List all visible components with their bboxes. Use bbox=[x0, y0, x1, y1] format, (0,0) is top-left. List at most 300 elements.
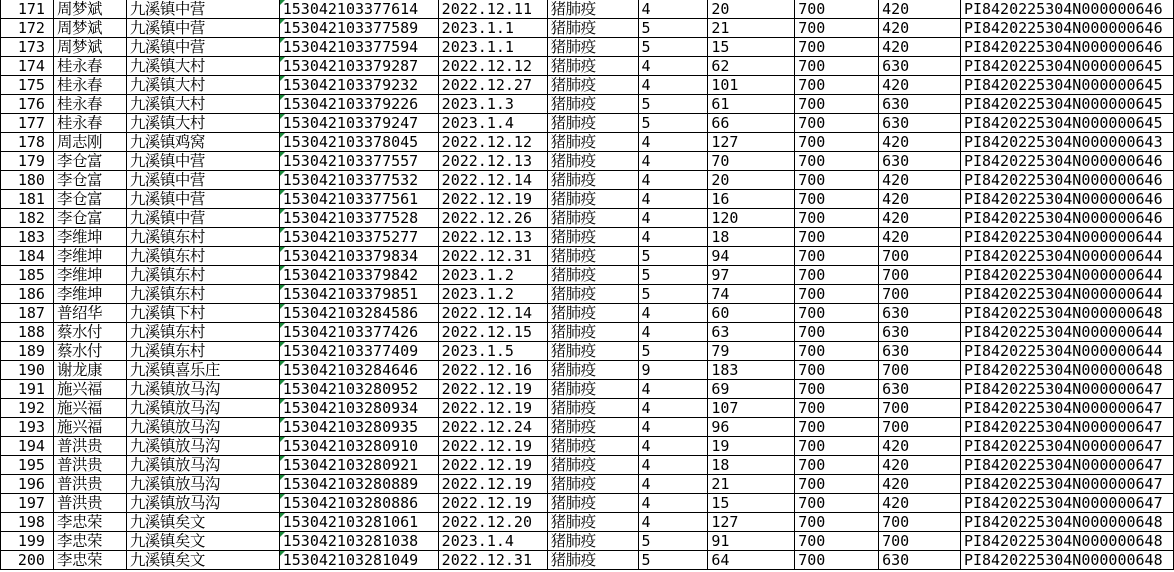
ear-tag-cell[interactable]: 153042103280935 bbox=[279, 418, 438, 437]
location-cell[interactable]: 九溪镇东村 bbox=[126, 266, 279, 285]
certificate-cell[interactable]: PI8420225304N000000645 bbox=[960, 76, 1173, 95]
row-number-cell[interactable]: 182 bbox=[1, 209, 54, 228]
quantity-cell[interactable]: 70 bbox=[708, 152, 795, 171]
disease-cell[interactable]: 猪肺疫 bbox=[547, 380, 638, 399]
row-number-cell[interactable]: 188 bbox=[1, 323, 54, 342]
count-cell[interactable]: 4 bbox=[638, 399, 708, 418]
count-cell[interactable]: 4 bbox=[638, 209, 708, 228]
date-cell[interactable]: 2022.12.19 bbox=[438, 380, 547, 399]
date-cell[interactable]: 2022.12.19 bbox=[438, 475, 547, 494]
row-number-cell[interactable]: 192 bbox=[1, 399, 54, 418]
certificate-cell[interactable]: PI8420225304N000000648 bbox=[960, 361, 1173, 380]
amount-cell[interactable]: 420 bbox=[879, 475, 961, 494]
ear-tag-cell[interactable]: 153042103379226 bbox=[279, 95, 438, 114]
amount-cell[interactable]: 420 bbox=[879, 228, 961, 247]
certificate-cell[interactable]: PI8420225304N000000646 bbox=[960, 38, 1173, 57]
amount-cell[interactable]: 420 bbox=[879, 133, 961, 152]
date-cell[interactable]: 2022.12.31 bbox=[438, 247, 547, 266]
disease-cell[interactable]: 猪肺疫 bbox=[547, 456, 638, 475]
ear-tag-cell[interactable]: 153042103280952 bbox=[279, 380, 438, 399]
row-number-cell[interactable]: 180 bbox=[1, 171, 54, 190]
owner-name-cell[interactable]: 李仓富 bbox=[53, 209, 126, 228]
row-number-cell[interactable]: 193 bbox=[1, 418, 54, 437]
row-number-cell[interactable]: 186 bbox=[1, 285, 54, 304]
ear-tag-cell[interactable]: 153042103280889 bbox=[279, 475, 438, 494]
count-cell[interactable]: 4 bbox=[638, 513, 708, 532]
certificate-cell[interactable]: PI8420225304N000000644 bbox=[960, 285, 1173, 304]
count-cell[interactable]: 5 bbox=[638, 114, 708, 133]
price-cell[interactable]: 700 bbox=[795, 133, 879, 152]
certificate-cell[interactable]: PI8420225304N000000647 bbox=[960, 418, 1173, 437]
location-cell[interactable]: 九溪镇东村 bbox=[126, 247, 279, 266]
location-cell[interactable]: 九溪镇矣文 bbox=[126, 513, 279, 532]
row-number-cell[interactable]: 178 bbox=[1, 133, 54, 152]
price-cell[interactable]: 700 bbox=[795, 475, 879, 494]
owner-name-cell[interactable]: 李仓富 bbox=[53, 190, 126, 209]
location-cell[interactable]: 九溪镇东村 bbox=[126, 228, 279, 247]
location-cell[interactable]: 九溪镇矣文 bbox=[126, 551, 279, 570]
count-cell[interactable]: 4 bbox=[638, 380, 708, 399]
row-number-cell[interactable]: 184 bbox=[1, 247, 54, 266]
location-cell[interactable]: 九溪镇大村 bbox=[126, 76, 279, 95]
owner-name-cell[interactable]: 李仓富 bbox=[53, 152, 126, 171]
location-cell[interactable]: 九溪镇中营 bbox=[126, 38, 279, 57]
ear-tag-cell[interactable]: 153042103377557 bbox=[279, 152, 438, 171]
price-cell[interactable]: 700 bbox=[795, 304, 879, 323]
count-cell[interactable]: 5 bbox=[638, 19, 708, 38]
owner-name-cell[interactable]: 桂永春 bbox=[53, 57, 126, 76]
date-cell[interactable]: 2023.1.1 bbox=[438, 38, 547, 57]
certificate-cell[interactable]: PI8420225304N000000647 bbox=[960, 437, 1173, 456]
count-cell[interactable]: 5 bbox=[638, 551, 708, 570]
date-cell[interactable]: 2022.12.13 bbox=[438, 228, 547, 247]
amount-cell[interactable]: 700 bbox=[879, 247, 961, 266]
ear-tag-cell[interactable]: 153042103284586 bbox=[279, 304, 438, 323]
ear-tag-cell[interactable]: 153042103280886 bbox=[279, 494, 438, 513]
date-cell[interactable]: 2023.1.1 bbox=[438, 19, 547, 38]
price-cell[interactable]: 700 bbox=[795, 361, 879, 380]
quantity-cell[interactable]: 21 bbox=[708, 475, 795, 494]
owner-name-cell[interactable]: 李维坤 bbox=[53, 266, 126, 285]
price-cell[interactable]: 700 bbox=[795, 76, 879, 95]
disease-cell[interactable]: 猪肺疫 bbox=[547, 247, 638, 266]
amount-cell[interactable]: 630 bbox=[879, 114, 961, 133]
amount-cell[interactable]: 700 bbox=[879, 513, 961, 532]
ear-tag-cell[interactable]: 153042103378045 bbox=[279, 133, 438, 152]
location-cell[interactable]: 九溪镇喜乐庄 bbox=[126, 361, 279, 380]
location-cell[interactable]: 九溪镇放马沟 bbox=[126, 437, 279, 456]
count-cell[interactable]: 4 bbox=[638, 437, 708, 456]
owner-name-cell[interactable]: 周梦斌 bbox=[53, 19, 126, 38]
quantity-cell[interactable]: 97 bbox=[708, 266, 795, 285]
row-number-cell[interactable]: 191 bbox=[1, 380, 54, 399]
certificate-cell[interactable]: PI8420225304N000000646 bbox=[960, 171, 1173, 190]
count-cell[interactable]: 5 bbox=[638, 285, 708, 304]
location-cell[interactable]: 九溪镇中营 bbox=[126, 0, 279, 19]
location-cell[interactable]: 九溪镇中营 bbox=[126, 152, 279, 171]
quantity-cell[interactable]: 74 bbox=[708, 285, 795, 304]
disease-cell[interactable]: 猪肺疫 bbox=[547, 323, 638, 342]
quantity-cell[interactable]: 127 bbox=[708, 513, 795, 532]
disease-cell[interactable]: 猪肺疫 bbox=[547, 437, 638, 456]
location-cell[interactable]: 九溪镇大村 bbox=[126, 95, 279, 114]
certificate-cell[interactable]: PI8420225304N000000648 bbox=[960, 551, 1173, 570]
quantity-cell[interactable]: 127 bbox=[708, 133, 795, 152]
owner-name-cell[interactable]: 普洪贵 bbox=[53, 494, 126, 513]
ear-tag-cell[interactable]: 153042103377532 bbox=[279, 171, 438, 190]
price-cell[interactable]: 700 bbox=[795, 114, 879, 133]
quantity-cell[interactable]: 60 bbox=[708, 304, 795, 323]
certificate-cell[interactable]: PI8420225304N000000644 bbox=[960, 323, 1173, 342]
price-cell[interactable]: 700 bbox=[795, 95, 879, 114]
disease-cell[interactable]: 猪肺疫 bbox=[547, 361, 638, 380]
location-cell[interactable]: 九溪镇放马沟 bbox=[126, 456, 279, 475]
price-cell[interactable]: 700 bbox=[795, 152, 879, 171]
quantity-cell[interactable]: 21 bbox=[708, 19, 795, 38]
amount-cell[interactable]: 420 bbox=[879, 209, 961, 228]
amount-cell[interactable]: 420 bbox=[879, 38, 961, 57]
price-cell[interactable]: 700 bbox=[795, 513, 879, 532]
disease-cell[interactable]: 猪肺疫 bbox=[547, 475, 638, 494]
quantity-cell[interactable]: 69 bbox=[708, 380, 795, 399]
amount-cell[interactable]: 630 bbox=[879, 95, 961, 114]
quantity-cell[interactable]: 18 bbox=[708, 456, 795, 475]
disease-cell[interactable]: 猪肺疫 bbox=[547, 114, 638, 133]
location-cell[interactable]: 九溪镇中营 bbox=[126, 19, 279, 38]
ear-tag-cell[interactable]: 153042103280921 bbox=[279, 456, 438, 475]
quantity-cell[interactable]: 101 bbox=[708, 76, 795, 95]
disease-cell[interactable]: 猪肺疫 bbox=[547, 95, 638, 114]
ear-tag-cell[interactable]: 153042103377614 bbox=[279, 0, 438, 19]
price-cell[interactable]: 700 bbox=[795, 247, 879, 266]
location-cell[interactable]: 九溪镇放马沟 bbox=[126, 494, 279, 513]
date-cell[interactable]: 2023.1.4 bbox=[438, 114, 547, 133]
amount-cell[interactable]: 630 bbox=[879, 342, 961, 361]
count-cell[interactable]: 5 bbox=[638, 38, 708, 57]
location-cell[interactable]: 九溪镇大村 bbox=[126, 57, 279, 76]
location-cell[interactable]: 九溪镇鸡窝 bbox=[126, 133, 279, 152]
location-cell[interactable]: 九溪镇放马沟 bbox=[126, 418, 279, 437]
date-cell[interactable]: 2023.1.2 bbox=[438, 285, 547, 304]
price-cell[interactable]: 700 bbox=[795, 57, 879, 76]
amount-cell[interactable]: 700 bbox=[879, 285, 961, 304]
price-cell[interactable]: 700 bbox=[795, 380, 879, 399]
location-cell[interactable]: 九溪镇中营 bbox=[126, 190, 279, 209]
date-cell[interactable]: 2022.12.20 bbox=[438, 513, 547, 532]
certificate-cell[interactable]: PI8420225304N000000643 bbox=[960, 133, 1173, 152]
amount-cell[interactable]: 700 bbox=[879, 532, 961, 551]
quantity-cell[interactable]: 79 bbox=[708, 342, 795, 361]
owner-name-cell[interactable]: 周志刚 bbox=[53, 133, 126, 152]
amount-cell[interactable]: 420 bbox=[879, 171, 961, 190]
row-number-cell[interactable]: 199 bbox=[1, 532, 54, 551]
owner-name-cell[interactable]: 李维坤 bbox=[53, 247, 126, 266]
certificate-cell[interactable]: PI8420225304N000000644 bbox=[960, 247, 1173, 266]
amount-cell[interactable]: 700 bbox=[879, 399, 961, 418]
row-number-cell[interactable]: 174 bbox=[1, 57, 54, 76]
price-cell[interactable]: 700 bbox=[795, 342, 879, 361]
date-cell[interactable]: 2022.12.15 bbox=[438, 323, 547, 342]
quantity-cell[interactable]: 20 bbox=[708, 0, 795, 19]
disease-cell[interactable]: 猪肺疫 bbox=[547, 342, 638, 361]
certificate-cell[interactable]: PI8420225304N000000647 bbox=[960, 475, 1173, 494]
date-cell[interactable]: 2022.12.19 bbox=[438, 456, 547, 475]
count-cell[interactable]: 4 bbox=[638, 133, 708, 152]
quantity-cell[interactable]: 16 bbox=[708, 190, 795, 209]
disease-cell[interactable]: 猪肺疫 bbox=[547, 266, 638, 285]
count-cell[interactable]: 4 bbox=[638, 171, 708, 190]
owner-name-cell[interactable]: 桂永春 bbox=[53, 76, 126, 95]
ear-tag-cell[interactable]: 153042103377594 bbox=[279, 38, 438, 57]
amount-cell[interactable]: 630 bbox=[879, 304, 961, 323]
certificate-cell[interactable]: PI8420225304N000000644 bbox=[960, 228, 1173, 247]
amount-cell[interactable]: 700 bbox=[879, 266, 961, 285]
row-number-cell[interactable]: 195 bbox=[1, 456, 54, 475]
row-number-cell[interactable]: 176 bbox=[1, 95, 54, 114]
price-cell[interactable]: 700 bbox=[795, 19, 879, 38]
date-cell[interactable]: 2022.12.11 bbox=[438, 0, 547, 19]
price-cell[interactable]: 700 bbox=[795, 209, 879, 228]
price-cell[interactable]: 700 bbox=[795, 437, 879, 456]
owner-name-cell[interactable]: 李维坤 bbox=[53, 285, 126, 304]
quantity-cell[interactable]: 120 bbox=[708, 209, 795, 228]
owner-name-cell[interactable]: 李忠荣 bbox=[53, 532, 126, 551]
certificate-cell[interactable]: PI8420225304N000000646 bbox=[960, 190, 1173, 209]
certificate-cell[interactable]: PI8420225304N000000646 bbox=[960, 209, 1173, 228]
row-number-cell[interactable]: 200 bbox=[1, 551, 54, 570]
ear-tag-cell[interactable]: 153042103281049 bbox=[279, 551, 438, 570]
amount-cell[interactable]: 420 bbox=[879, 494, 961, 513]
date-cell[interactable]: 2022.12.27 bbox=[438, 76, 547, 95]
quantity-cell[interactable]: 91 bbox=[708, 532, 795, 551]
date-cell[interactable]: 2022.12.19 bbox=[438, 494, 547, 513]
certificate-cell[interactable]: PI8420225304N000000648 bbox=[960, 513, 1173, 532]
quantity-cell[interactable]: 64 bbox=[708, 551, 795, 570]
ear-tag-cell[interactable]: 153042103280934 bbox=[279, 399, 438, 418]
date-cell[interactable]: 2022.12.19 bbox=[438, 437, 547, 456]
ear-tag-cell[interactable]: 153042103379287 bbox=[279, 57, 438, 76]
owner-name-cell[interactable]: 普洪贵 bbox=[53, 437, 126, 456]
owner-name-cell[interactable]: 周梦斌 bbox=[53, 0, 126, 19]
ear-tag-cell[interactable]: 153042103280910 bbox=[279, 437, 438, 456]
date-cell[interactable]: 2022.12.12 bbox=[438, 133, 547, 152]
count-cell[interactable]: 4 bbox=[638, 152, 708, 171]
disease-cell[interactable]: 猪肺疫 bbox=[547, 38, 638, 57]
date-cell[interactable]: 2022.12.24 bbox=[438, 418, 547, 437]
count-cell[interactable]: 5 bbox=[638, 342, 708, 361]
amount-cell[interactable]: 420 bbox=[879, 456, 961, 475]
ear-tag-cell[interactable]: 153042103377426 bbox=[279, 323, 438, 342]
disease-cell[interactable]: 猪肺疫 bbox=[547, 494, 638, 513]
owner-name-cell[interactable]: 普洪贵 bbox=[53, 475, 126, 494]
count-cell[interactable]: 4 bbox=[638, 494, 708, 513]
disease-cell[interactable]: 猪肺疫 bbox=[547, 0, 638, 19]
date-cell[interactable]: 2022.12.14 bbox=[438, 304, 547, 323]
amount-cell[interactable]: 630 bbox=[879, 323, 961, 342]
date-cell[interactable]: 2022.12.19 bbox=[438, 190, 547, 209]
price-cell[interactable]: 700 bbox=[795, 38, 879, 57]
row-number-cell[interactable]: 185 bbox=[1, 266, 54, 285]
disease-cell[interactable]: 猪肺疫 bbox=[547, 171, 638, 190]
location-cell[interactable]: 九溪镇东村 bbox=[126, 342, 279, 361]
certificate-cell[interactable]: PI8420225304N000000648 bbox=[960, 304, 1173, 323]
price-cell[interactable]: 700 bbox=[795, 190, 879, 209]
disease-cell[interactable]: 猪肺疫 bbox=[547, 513, 638, 532]
amount-cell[interactable]: 420 bbox=[879, 19, 961, 38]
ear-tag-cell[interactable]: 153042103379247 bbox=[279, 114, 438, 133]
ear-tag-cell[interactable]: 153042103281038 bbox=[279, 532, 438, 551]
owner-name-cell[interactable]: 李维坤 bbox=[53, 228, 126, 247]
quantity-cell[interactable]: 66 bbox=[708, 114, 795, 133]
count-cell[interactable]: 5 bbox=[638, 532, 708, 551]
price-cell[interactable]: 700 bbox=[795, 418, 879, 437]
count-cell[interactable]: 4 bbox=[638, 475, 708, 494]
date-cell[interactable]: 2022.12.14 bbox=[438, 171, 547, 190]
date-cell[interactable]: 2023.1.2 bbox=[438, 266, 547, 285]
disease-cell[interactable]: 猪肺疫 bbox=[547, 304, 638, 323]
disease-cell[interactable]: 猪肺疫 bbox=[547, 133, 638, 152]
location-cell[interactable]: 九溪镇东村 bbox=[126, 323, 279, 342]
count-cell[interactable]: 4 bbox=[638, 418, 708, 437]
price-cell[interactable]: 700 bbox=[795, 0, 879, 19]
owner-name-cell[interactable]: 谢龙康 bbox=[53, 361, 126, 380]
certificate-cell[interactable]: PI8420225304N000000646 bbox=[960, 0, 1173, 19]
date-cell[interactable]: 2022.12.12 bbox=[438, 57, 547, 76]
price-cell[interactable]: 700 bbox=[795, 494, 879, 513]
row-number-cell[interactable]: 177 bbox=[1, 114, 54, 133]
quantity-cell[interactable]: 61 bbox=[708, 95, 795, 114]
owner-name-cell[interactable]: 李忠荣 bbox=[53, 513, 126, 532]
certificate-cell[interactable]: PI8420225304N000000644 bbox=[960, 342, 1173, 361]
count-cell[interactable]: 9 bbox=[638, 361, 708, 380]
location-cell[interactable]: 九溪镇大村 bbox=[126, 114, 279, 133]
ear-tag-cell[interactable]: 153042103379834 bbox=[279, 247, 438, 266]
amount-cell[interactable]: 420 bbox=[879, 190, 961, 209]
row-number-cell[interactable]: 194 bbox=[1, 437, 54, 456]
quantity-cell[interactable]: 94 bbox=[708, 247, 795, 266]
ear-tag-cell[interactable]: 153042103375277 bbox=[279, 228, 438, 247]
disease-cell[interactable]: 猪肺疫 bbox=[547, 57, 638, 76]
ear-tag-cell[interactable]: 153042103377409 bbox=[279, 342, 438, 361]
disease-cell[interactable]: 猪肺疫 bbox=[547, 190, 638, 209]
row-number-cell[interactable]: 181 bbox=[1, 190, 54, 209]
row-number-cell[interactable]: 179 bbox=[1, 152, 54, 171]
disease-cell[interactable]: 猪肺疫 bbox=[547, 551, 638, 570]
date-cell[interactable]: 2023.1.3 bbox=[438, 95, 547, 114]
date-cell[interactable]: 2023.1.5 bbox=[438, 342, 547, 361]
count-cell[interactable]: 4 bbox=[638, 456, 708, 475]
owner-name-cell[interactable]: 李仓富 bbox=[53, 171, 126, 190]
row-number-cell[interactable]: 175 bbox=[1, 76, 54, 95]
count-cell[interactable]: 4 bbox=[638, 0, 708, 19]
price-cell[interactable]: 700 bbox=[795, 171, 879, 190]
price-cell[interactable]: 700 bbox=[795, 285, 879, 304]
location-cell[interactable]: 九溪镇放马沟 bbox=[126, 399, 279, 418]
disease-cell[interactable]: 猪肺疫 bbox=[547, 399, 638, 418]
certificate-cell[interactable]: PI8420225304N000000648 bbox=[960, 532, 1173, 551]
certificate-cell[interactable]: PI8420225304N000000645 bbox=[960, 57, 1173, 76]
location-cell[interactable]: 九溪镇放马沟 bbox=[126, 380, 279, 399]
price-cell[interactable]: 700 bbox=[795, 228, 879, 247]
price-cell[interactable]: 700 bbox=[795, 551, 879, 570]
ear-tag-cell[interactable]: 153042103377589 bbox=[279, 19, 438, 38]
owner-name-cell[interactable]: 施兴福 bbox=[53, 418, 126, 437]
owner-name-cell[interactable]: 周梦斌 bbox=[53, 38, 126, 57]
amount-cell[interactable]: 700 bbox=[879, 361, 961, 380]
disease-cell[interactable]: 猪肺疫 bbox=[547, 285, 638, 304]
location-cell[interactable]: 九溪镇放马沟 bbox=[126, 475, 279, 494]
quantity-cell[interactable]: 183 bbox=[708, 361, 795, 380]
date-cell[interactable]: 2022.12.16 bbox=[438, 361, 547, 380]
location-cell[interactable]: 九溪镇中营 bbox=[126, 209, 279, 228]
date-cell[interactable]: 2022.12.26 bbox=[438, 209, 547, 228]
disease-cell[interactable]: 猪肺疫 bbox=[547, 418, 638, 437]
amount-cell[interactable]: 700 bbox=[879, 418, 961, 437]
price-cell[interactable]: 700 bbox=[795, 399, 879, 418]
count-cell[interactable]: 5 bbox=[638, 247, 708, 266]
date-cell[interactable]: 2022.12.19 bbox=[438, 399, 547, 418]
location-cell[interactable]: 九溪镇下村 bbox=[126, 304, 279, 323]
certificate-cell[interactable]: PI8420225304N000000645 bbox=[960, 95, 1173, 114]
certificate-cell[interactable]: PI8420225304N000000647 bbox=[960, 380, 1173, 399]
disease-cell[interactable]: 猪肺疫 bbox=[547, 76, 638, 95]
quantity-cell[interactable]: 63 bbox=[708, 323, 795, 342]
price-cell[interactable]: 700 bbox=[795, 532, 879, 551]
date-cell[interactable]: 2022.12.31 bbox=[438, 551, 547, 570]
amount-cell[interactable]: 630 bbox=[879, 551, 961, 570]
owner-name-cell[interactable]: 蔡水付 bbox=[53, 342, 126, 361]
price-cell[interactable]: 700 bbox=[795, 456, 879, 475]
row-number-cell[interactable]: 198 bbox=[1, 513, 54, 532]
ear-tag-cell[interactable]: 153042103377528 bbox=[279, 209, 438, 228]
row-number-cell[interactable]: 197 bbox=[1, 494, 54, 513]
row-number-cell[interactable]: 183 bbox=[1, 228, 54, 247]
owner-name-cell[interactable]: 桂永春 bbox=[53, 114, 126, 133]
quantity-cell[interactable]: 19 bbox=[708, 437, 795, 456]
row-number-cell[interactable]: 171 bbox=[1, 0, 54, 19]
ear-tag-cell[interactable]: 153042103284646 bbox=[279, 361, 438, 380]
disease-cell[interactable]: 猪肺疫 bbox=[547, 532, 638, 551]
certificate-cell[interactable]: PI8420225304N000000647 bbox=[960, 494, 1173, 513]
certificate-cell[interactable]: PI8420225304N000000645 bbox=[960, 114, 1173, 133]
owner-name-cell[interactable]: 施兴福 bbox=[53, 380, 126, 399]
owner-name-cell[interactable]: 蔡水付 bbox=[53, 323, 126, 342]
location-cell[interactable]: 九溪镇矣文 bbox=[126, 532, 279, 551]
row-number-cell[interactable]: 173 bbox=[1, 38, 54, 57]
count-cell[interactable]: 4 bbox=[638, 304, 708, 323]
amount-cell[interactable]: 630 bbox=[879, 152, 961, 171]
amount-cell[interactable]: 420 bbox=[879, 0, 961, 19]
count-cell[interactable]: 4 bbox=[638, 228, 708, 247]
price-cell[interactable]: 700 bbox=[795, 266, 879, 285]
count-cell[interactable]: 4 bbox=[638, 190, 708, 209]
date-cell[interactable]: 2023.1.4 bbox=[438, 532, 547, 551]
row-number-cell[interactable]: 196 bbox=[1, 475, 54, 494]
ear-tag-cell[interactable]: 153042103281061 bbox=[279, 513, 438, 532]
certificate-cell[interactable]: PI8420225304N000000647 bbox=[960, 399, 1173, 418]
price-cell[interactable]: 700 bbox=[795, 323, 879, 342]
ear-tag-cell[interactable]: 153042103377561 bbox=[279, 190, 438, 209]
location-cell[interactable]: 九溪镇中营 bbox=[126, 171, 279, 190]
date-cell[interactable]: 2022.12.13 bbox=[438, 152, 547, 171]
quantity-cell[interactable]: 15 bbox=[708, 494, 795, 513]
owner-name-cell[interactable]: 普绍华 bbox=[53, 304, 126, 323]
owner-name-cell[interactable]: 施兴福 bbox=[53, 399, 126, 418]
disease-cell[interactable]: 猪肺疫 bbox=[547, 19, 638, 38]
quantity-cell[interactable]: 18 bbox=[708, 228, 795, 247]
row-number-cell[interactable]: 187 bbox=[1, 304, 54, 323]
certificate-cell[interactable]: PI8420225304N000000647 bbox=[960, 456, 1173, 475]
